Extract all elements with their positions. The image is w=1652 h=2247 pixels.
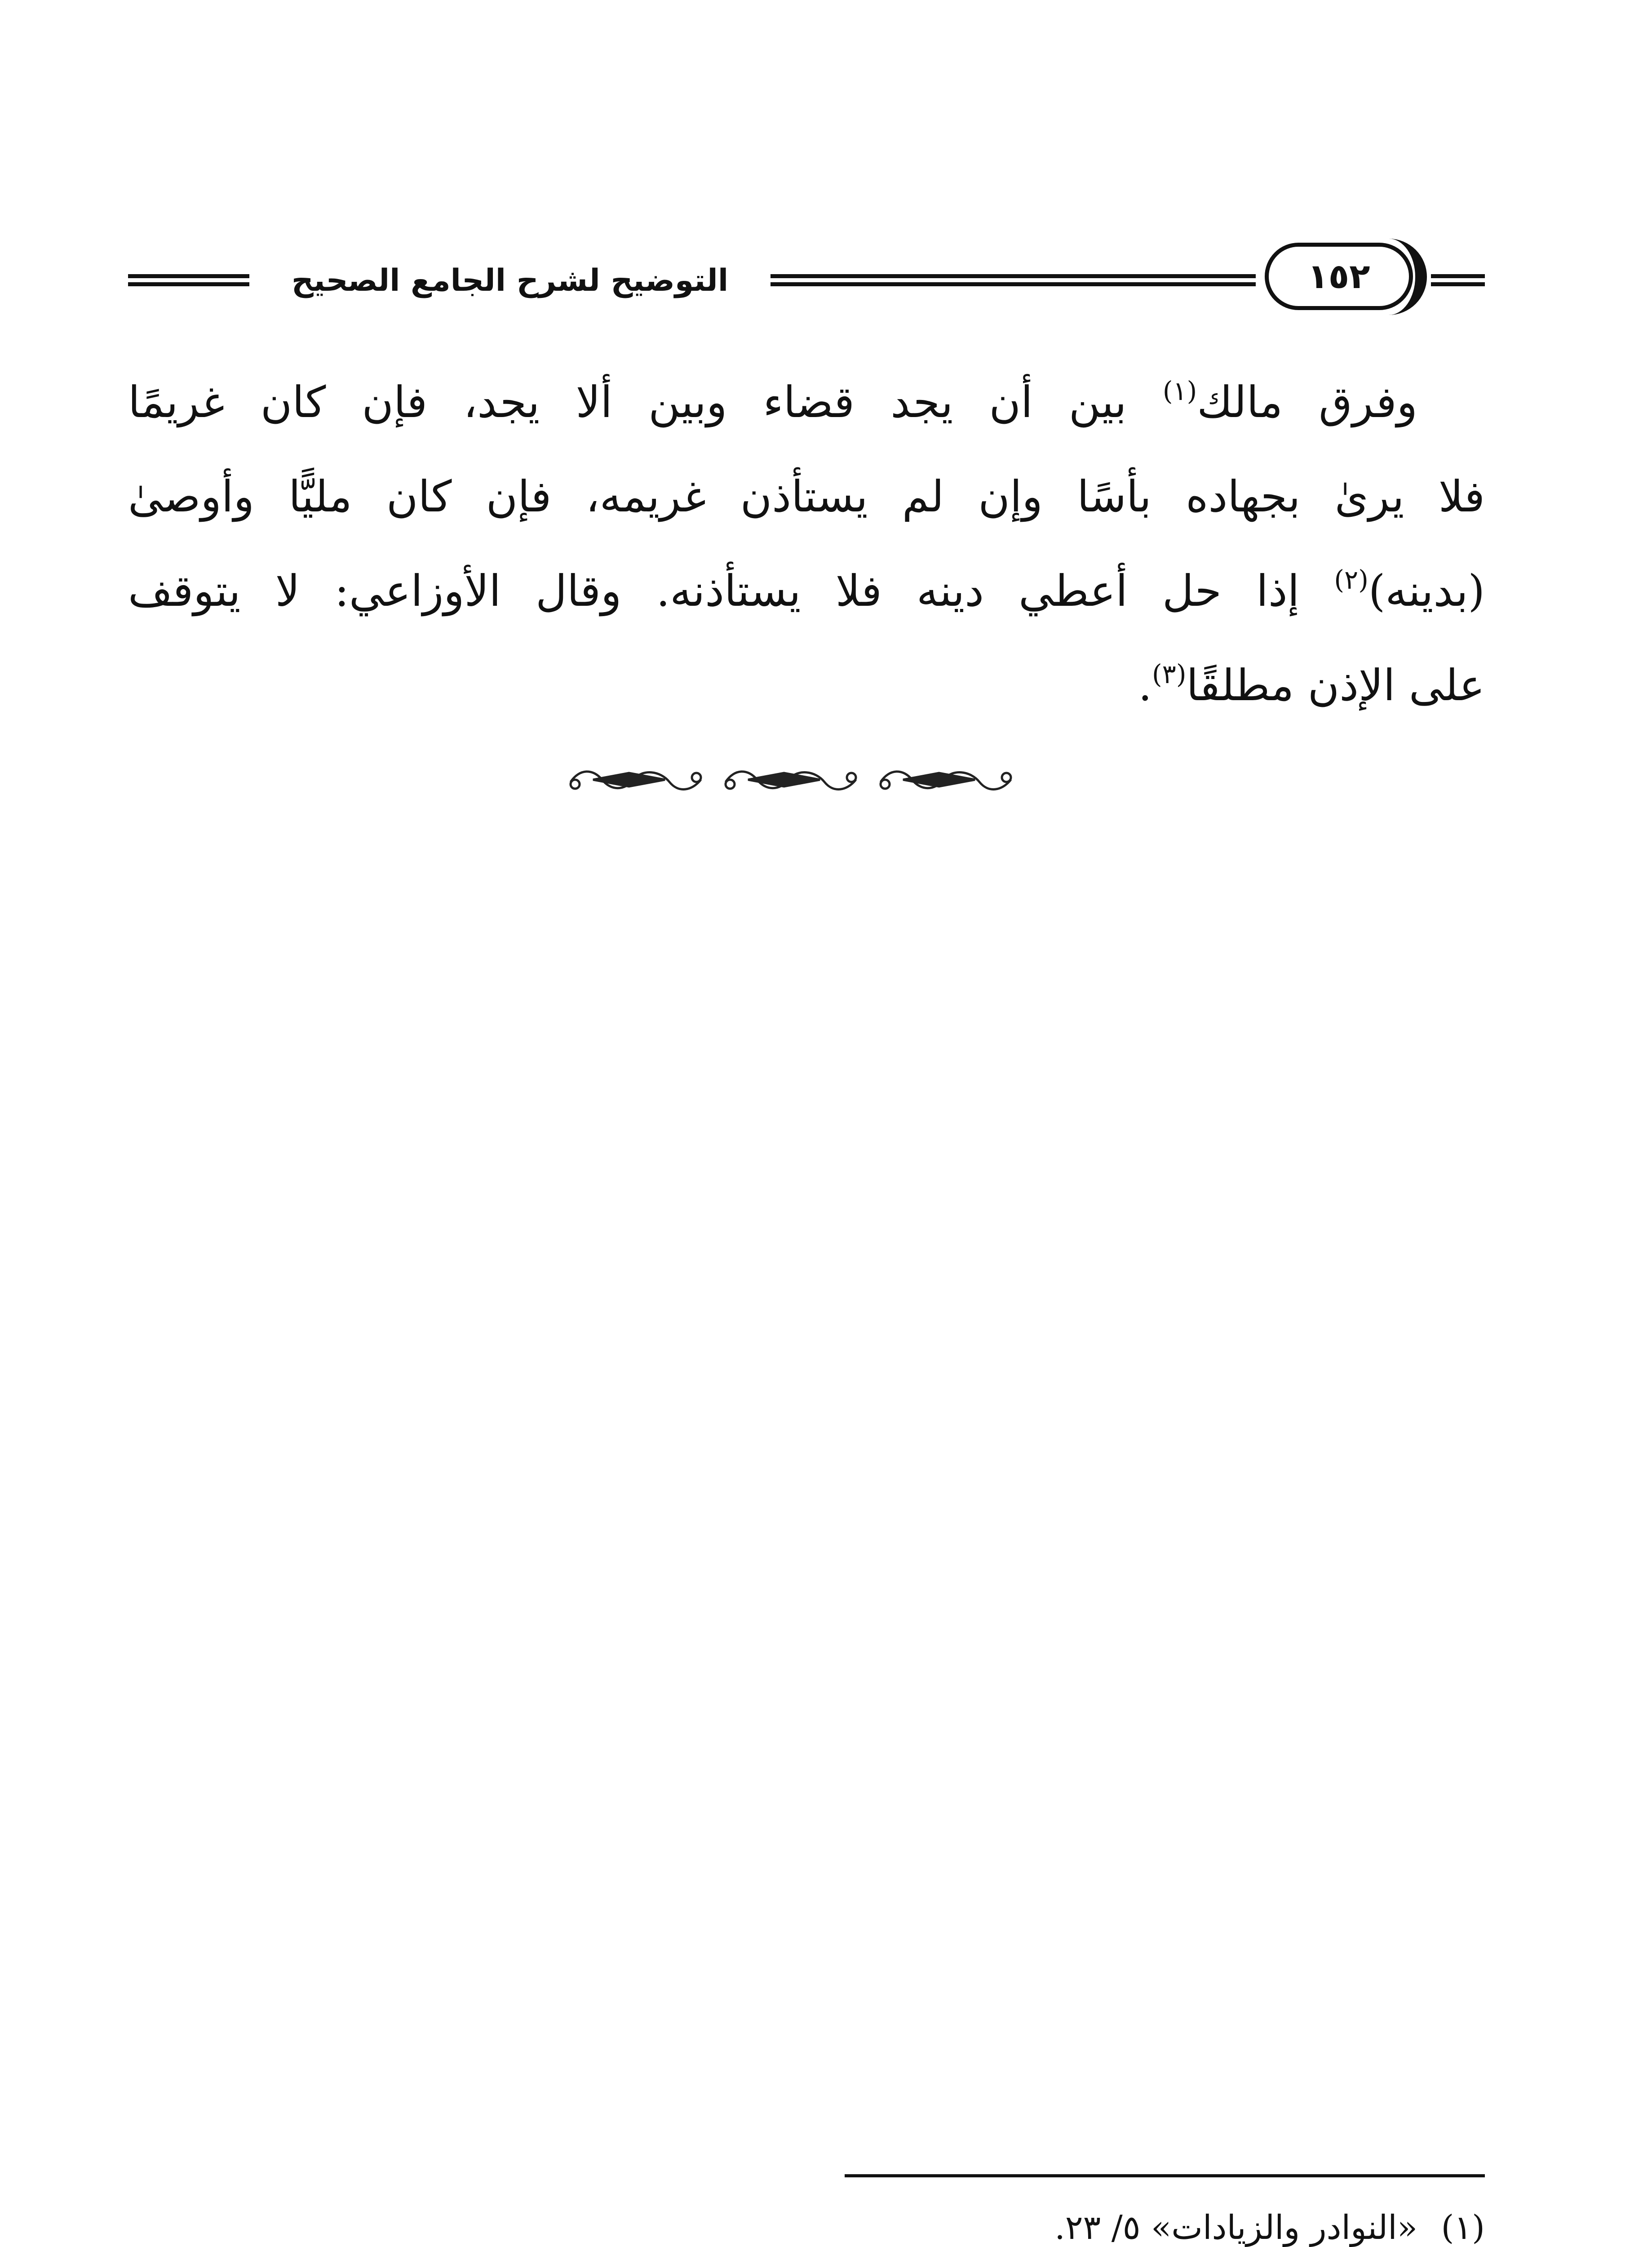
header-rule-middle xyxy=(771,274,1256,286)
body-text-segment: (بدينه) xyxy=(1368,566,1485,616)
footnote-number: (١) xyxy=(1441,2208,1485,2247)
footnote-ref-3[interactable]: (٣) xyxy=(1152,659,1187,689)
body-paragraph xyxy=(128,355,1485,733)
footnote-text: «النوادر والزيادات» ٥/ ٢٣. xyxy=(1054,2208,1417,2247)
body-text-segment: على الإذن مطلقًا xyxy=(1186,660,1485,711)
body-line-2: فلا يرىٰ بجهاده بأسًا وإن لم يستأذن غريمه، فإن كان مليًّا وأوصىٰ xyxy=(128,471,1485,522)
footnote-1 xyxy=(674,2193,1485,2247)
footnote-separator xyxy=(845,2174,1485,2177)
header-rule-left xyxy=(128,274,249,286)
page-number-badge xyxy=(1265,243,1413,310)
body-text-segment: . xyxy=(1138,660,1152,711)
page-header xyxy=(128,220,1485,333)
footnotes xyxy=(674,2193,1485,2247)
footnote-ref-1[interactable]: (١) xyxy=(1162,376,1197,406)
header-rule-right xyxy=(1431,274,1485,286)
footnote-ref-2[interactable]: (٢) xyxy=(1334,564,1369,595)
body-line-3 xyxy=(128,544,1485,638)
running-title: التوضيح لشرح الجامع الصحيح xyxy=(291,263,729,298)
page-number: ١٥٢ xyxy=(1307,256,1370,296)
body-line-1 xyxy=(128,355,1485,449)
body-text-segment: إذا حل أعطي دينه فلا يستأذنه. وقال الأوزاعي: لا يتوقف xyxy=(128,566,1334,616)
body-line-4 xyxy=(128,638,1485,733)
ornament-motif-icon xyxy=(571,772,701,790)
ornament-motif-icon xyxy=(726,772,856,790)
ornament-divider-icon xyxy=(562,759,1020,800)
ornament-motif-icon xyxy=(881,772,1011,790)
body-text-segment: بين أن يجد قضاء وبين ألا يجد، فإن كان غريمًا xyxy=(128,377,1163,427)
body-text-segment: وفرق مالك xyxy=(1197,377,1418,427)
